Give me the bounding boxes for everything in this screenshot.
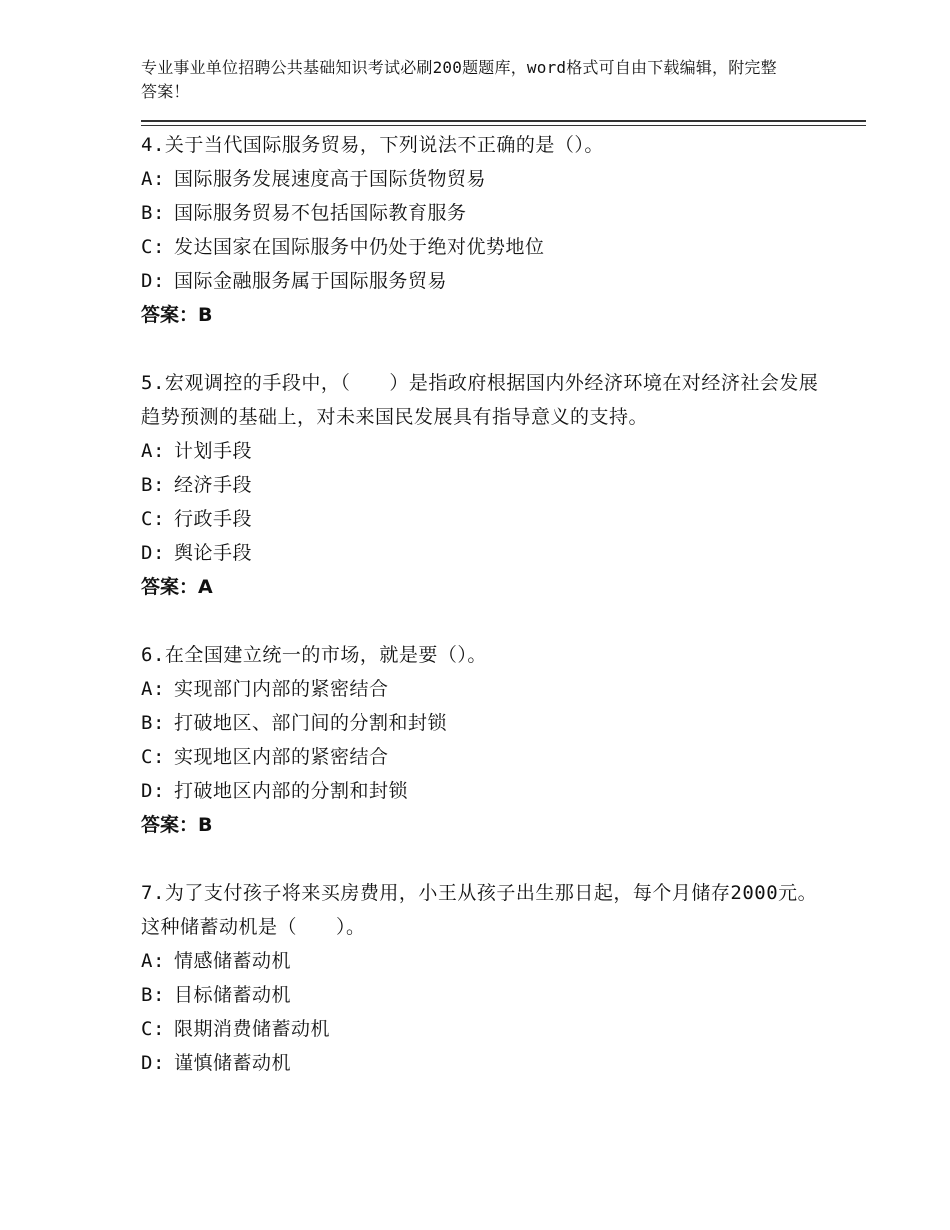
option-c: [141, 502, 831, 536]
option-text: 行政手段: [174, 508, 253, 530]
option-letter: D:: [141, 542, 165, 564]
document-header: 专业事业单位招聘公共基础知识考试必刷200题题库，word格式可自由下载编辑，附完整答案！: [141, 58, 777, 101]
option-d: [141, 264, 831, 298]
option-letter: D:: [141, 270, 165, 292]
option-a: [141, 434, 831, 468]
option-text: 国际服务贸易不包括国际教育服务: [174, 202, 467, 224]
option-text: 打破地区、部门间的分割和封锁: [174, 712, 448, 734]
option-letter: C:: [141, 236, 165, 258]
option-letter: D:: [141, 780, 165, 802]
option-letter: B:: [141, 202, 165, 224]
option-a: [141, 944, 831, 978]
option-b: [141, 196, 831, 230]
option-b: [141, 706, 831, 740]
option-text: 发达国家在国际服务中仍处于绝对优势地位: [174, 236, 545, 258]
answer-line: 答案：A: [141, 576, 213, 598]
option-text: 打破地区内部的分割和封锁: [174, 780, 409, 802]
option-text: 实现地区内部的紧密结合: [174, 746, 389, 768]
option-c: [141, 740, 831, 774]
option-letter: C:: [141, 746, 165, 768]
option-text: 国际服务发展速度高于国际货物贸易: [174, 168, 487, 190]
option-letter: A:: [141, 678, 165, 700]
option-c: [141, 230, 831, 264]
option-text: 限期消费储蓄动机: [174, 1018, 331, 1040]
option-text: 经济手段: [174, 474, 253, 496]
question-4: [141, 128, 831, 332]
option-d: [141, 536, 831, 570]
option-text: 谨慎储蓄动机: [174, 1052, 292, 1074]
option-d: [141, 774, 831, 808]
option-b: [141, 978, 831, 1012]
option-c: [141, 1012, 831, 1046]
option-letter: B:: [141, 474, 165, 496]
question-stem: 5.宏观调控的手段中，（ ）是指政府根据国内外经济环境在对经济社会发展趋势预测的基础上，对未来国民发展具有指导意义的支持。: [141, 372, 819, 428]
answer-line: 答案：B: [141, 304, 213, 326]
question-list: [141, 128, 831, 1080]
option-text: 计划手段: [174, 440, 253, 462]
option-b: [141, 468, 831, 502]
option-letter: D:: [141, 1052, 165, 1074]
option-letter: C:: [141, 508, 165, 530]
option-letter: C:: [141, 1018, 165, 1040]
question-5: [141, 366, 831, 604]
option-letter: B:: [141, 712, 165, 734]
option-text: 舆论手段: [174, 542, 253, 564]
option-text: 情感储蓄动机: [174, 950, 292, 972]
question-stem: 7.为了支付孩子将来买房费用，小王从孩子出生那日起，每个月储存2000元。这种储蓄动机是（ ）。: [141, 882, 818, 938]
option-letter: A:: [141, 168, 165, 190]
option-text: 目标储蓄动机: [174, 984, 292, 1006]
question-stem: 6.在全国建立统一的市场，就是要（）。: [141, 644, 487, 666]
question-7: [141, 876, 831, 1080]
header-divider-thin: [141, 125, 866, 126]
option-a: [141, 672, 831, 706]
question-6: [141, 638, 831, 842]
question-stem: 4.关于当代国际服务贸易，下列说法不正确的是（）。: [141, 134, 604, 156]
option-a: [141, 162, 831, 196]
option-letter: A:: [141, 440, 165, 462]
option-text: 国际金融服务属于国际服务贸易: [174, 270, 448, 292]
option-text: 实现部门内部的紧密结合: [174, 678, 389, 700]
header-divider: [141, 120, 866, 122]
option-letter: B:: [141, 984, 165, 1006]
answer-line: 答案：B: [141, 814, 213, 836]
option-letter: A:: [141, 950, 165, 972]
option-d: [141, 1046, 831, 1080]
